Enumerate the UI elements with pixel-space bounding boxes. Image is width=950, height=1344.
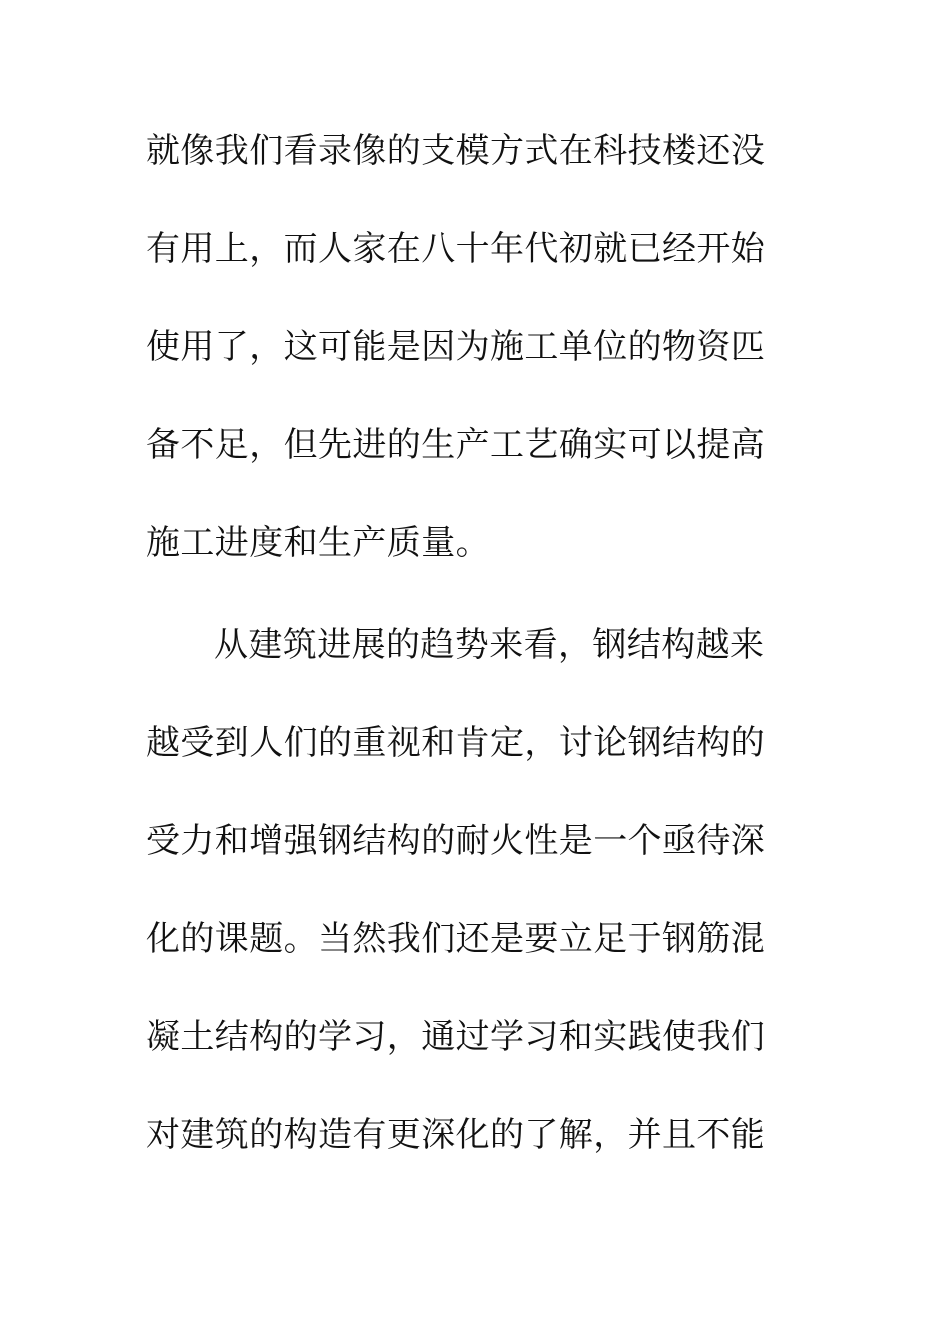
text-line: 对建筑的构造有更深化的了解，并且不能 bbox=[146, 1115, 766, 1155]
text-line: 受力和增强钢结构的耐火性是一个亟待深 bbox=[146, 821, 766, 861]
text-line: 凝土结构的学习，通过学习和实践使我们 bbox=[146, 1017, 766, 1057]
text-line: 施工进度和生产质量。 bbox=[146, 523, 490, 563]
text-line: 备不足，但先进的生产工艺确实可以提高 bbox=[146, 425, 766, 465]
text-line: 越受到人们的重视和肯定，讨论钢结构的 bbox=[146, 723, 766, 763]
text-line: 就像我们看录像的支模方式在科技楼还没 bbox=[146, 131, 766, 171]
text-line: 化的课题。当然我们还是要立足于钢筋混 bbox=[146, 919, 766, 959]
paragraph-first-line: 从建筑进展的趋势来看，钢结构越来 bbox=[214, 625, 765, 665]
text-line: 有用上，而人家在八十年代初就已经开始 bbox=[146, 229, 766, 269]
text-line: 使用了，这可能是因为施工单位的物资匹 bbox=[146, 327, 766, 367]
